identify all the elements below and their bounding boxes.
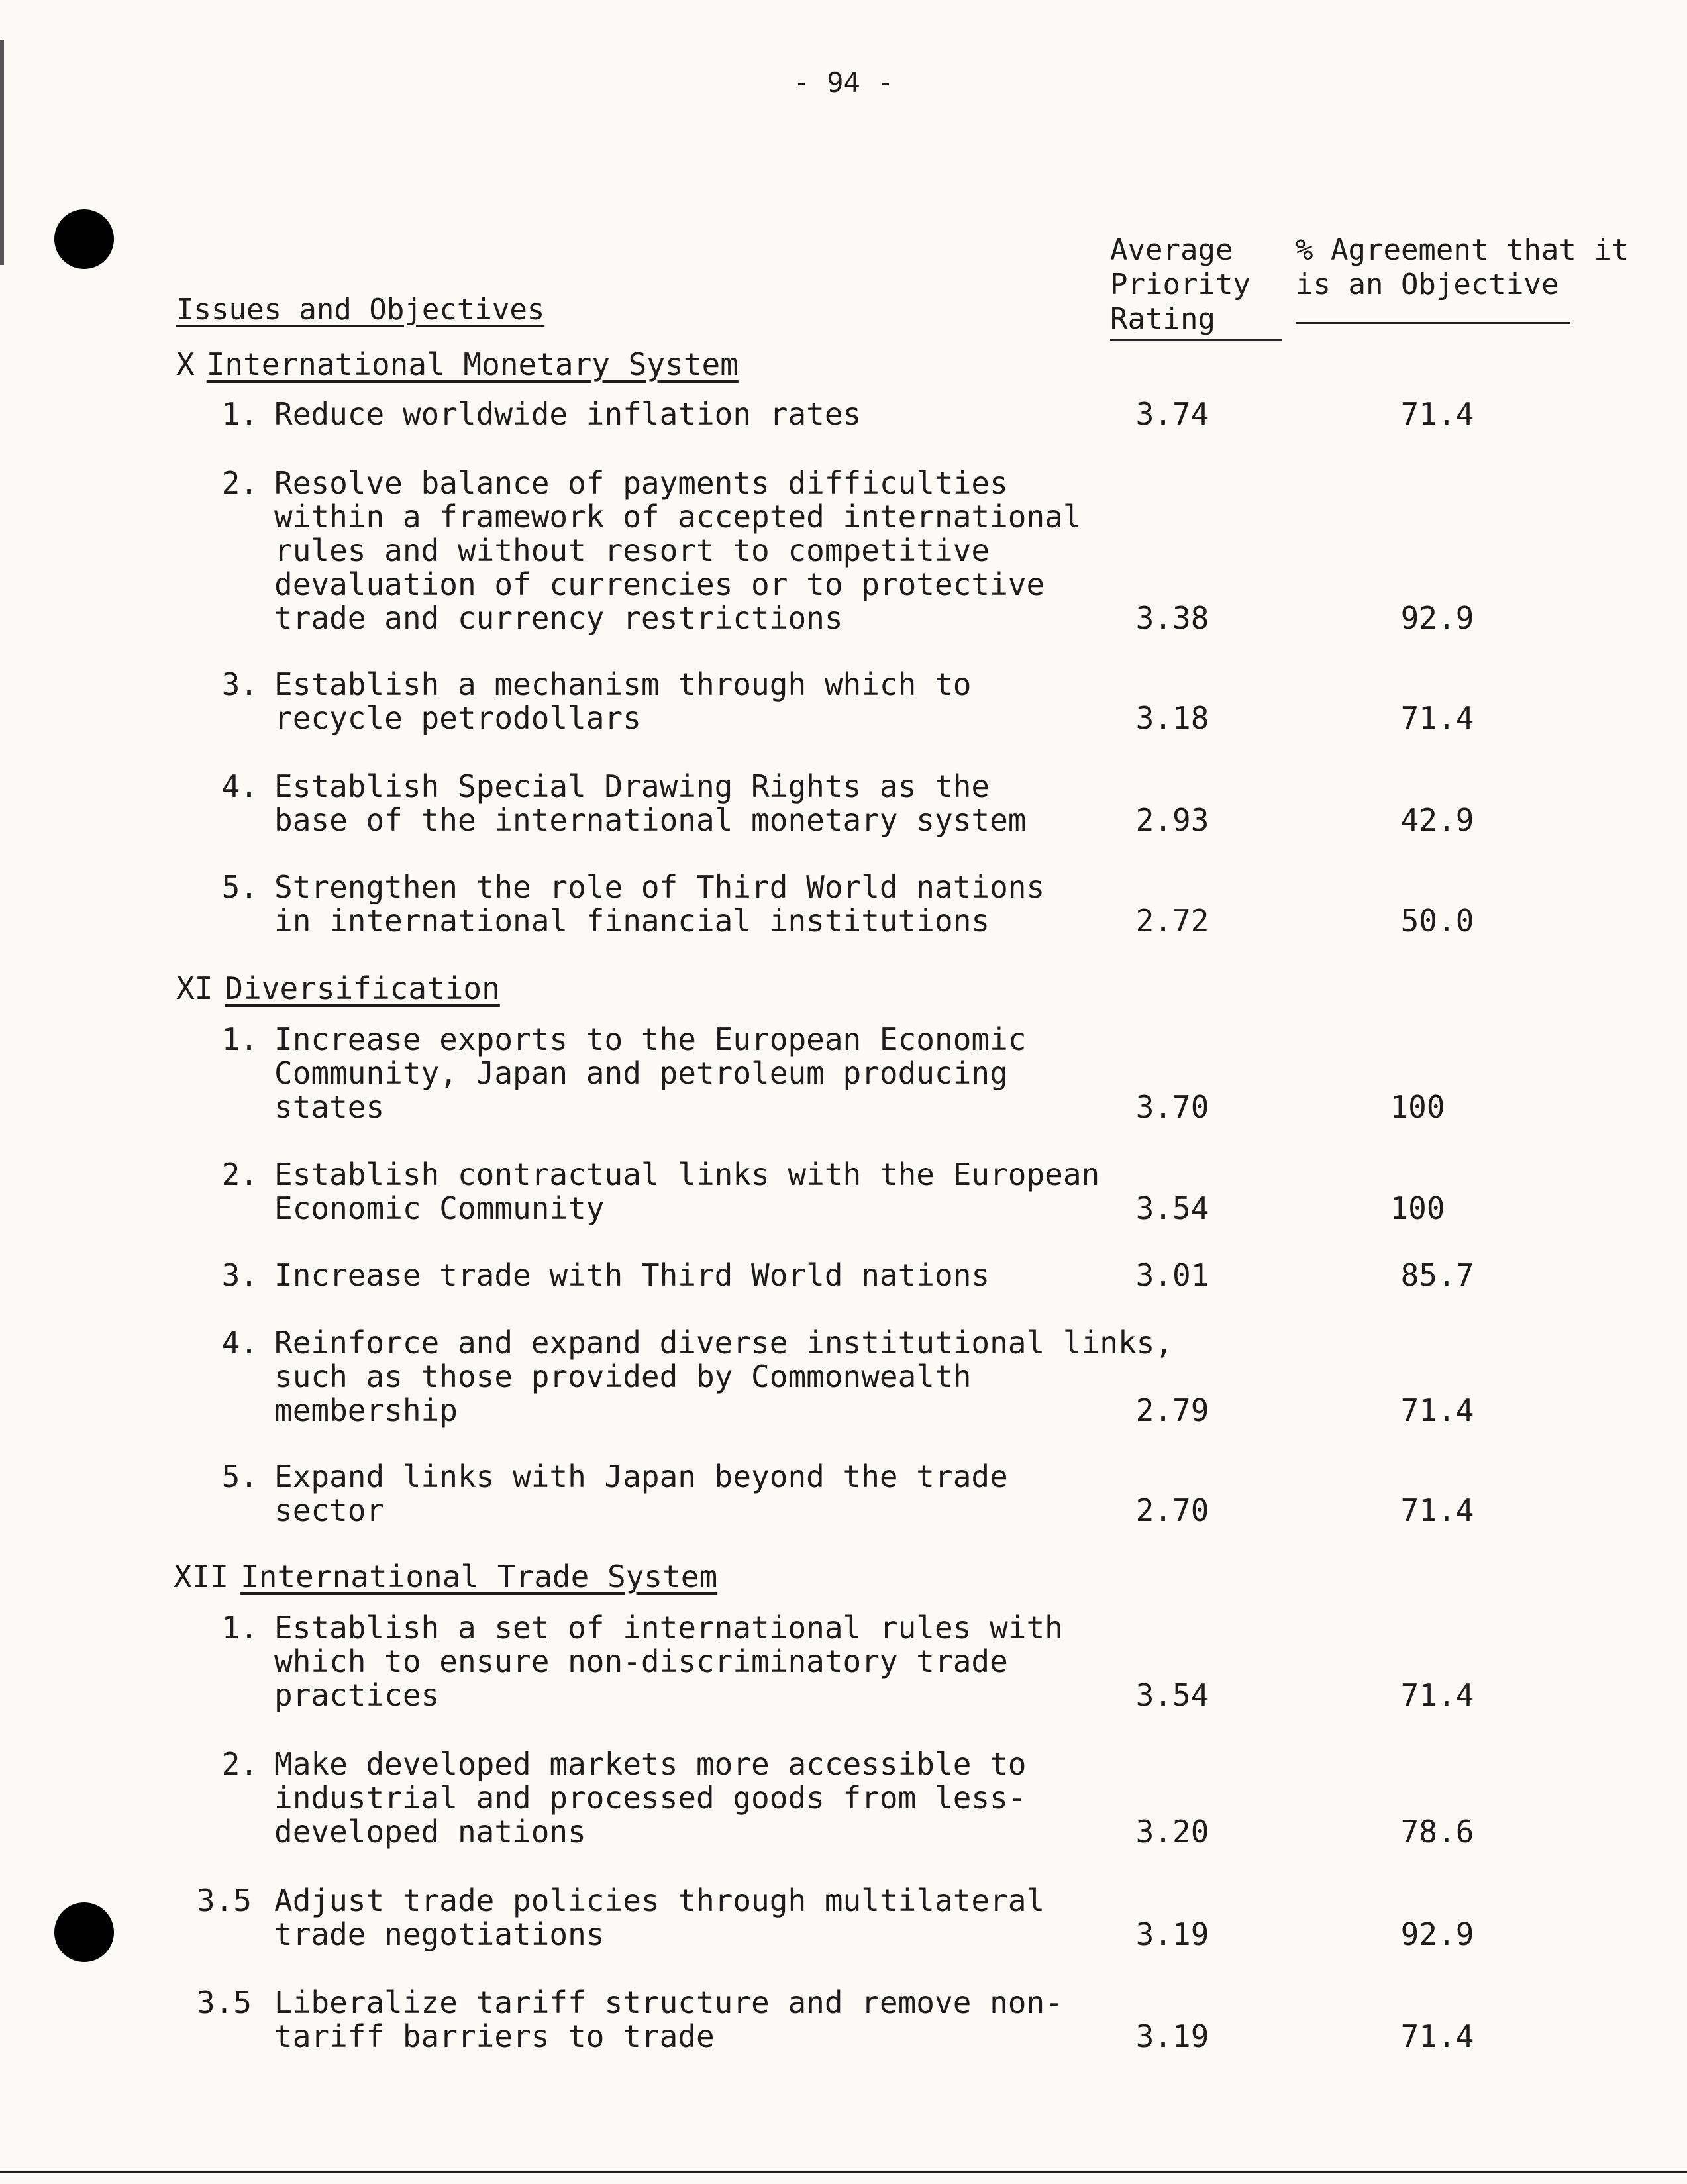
priority-rating: 2.79 [1135, 1392, 1209, 1428]
item-text-line: trade negotiations [274, 1916, 605, 1952]
priority-rating: 2.93 [1135, 802, 1209, 838]
agreement-column-header [1296, 233, 1629, 324]
page-number: - 94 - [793, 66, 894, 99]
agreement-percent: 100 [1390, 1190, 1445, 1226]
item-number: 3.5 [196, 1985, 252, 2020]
item-text-line: Establish Special Drawing Rights as the [274, 768, 990, 804]
item-text-line: Establish contractual links with the European [274, 1157, 1100, 1192]
item-text-line: in international financial institutions [274, 903, 990, 939]
item-text [274, 1460, 1102, 1528]
item-text-line: practices [274, 1677, 440, 1713]
bottom-rule [0, 2171, 1687, 2173]
priority-rating: 3.74 [1135, 396, 1209, 432]
item-text-line: developed nations [274, 1814, 586, 1849]
item-text-line: Establish a mechanism through which to [274, 666, 972, 702]
section-number: XI [176, 970, 213, 1006]
priority-rating: 3.38 [1135, 600, 1209, 636]
item-text-line: Expand links with Japan beyond the trade [274, 1459, 1008, 1494]
punch-hole-bottom [54, 1902, 114, 1962]
item-text [274, 1158, 1102, 1225]
item-text [274, 466, 1102, 635]
section-heading [176, 971, 500, 1006]
priority-rating: 3.54 [1135, 1190, 1209, 1226]
agreement-header-line: % Agreement that it [1296, 233, 1629, 267]
item-text [274, 1884, 1102, 1951]
item-text-line: Strengthen the role of Third World nations [274, 869, 1045, 905]
item-text-line: Reduce worldwide inflation rates [274, 396, 862, 432]
item-text [274, 770, 1102, 837]
item-text-line: industrial and processed goods from less- [274, 1780, 1027, 1816]
priority-rating: 2.72 [1135, 903, 1209, 939]
item-text [274, 397, 1102, 431]
section-number: XII [174, 1559, 229, 1594]
item-number: 3. [221, 666, 258, 702]
item-text-line: Establish a set of international rules with [274, 1610, 1063, 1645]
item-text-line: Community, Japan and petroleum producing [274, 1055, 1008, 1091]
item-text-line: such as those provided by Commonwealth [274, 1359, 972, 1394]
agreement-percent: 71.4 [1400, 396, 1474, 432]
item-text-line: Liberalize tariff structure and remove non- [274, 1985, 1063, 2020]
item-number: 5. [221, 869, 258, 905]
item-text-line: within a framework of accepted international [274, 499, 1082, 535]
agreement-percent: 92.9 [1400, 600, 1474, 636]
agreement-percent: 71.4 [1400, 700, 1474, 736]
section-heading [176, 347, 739, 382]
section-title: International Trade System [240, 1559, 718, 1594]
agreement-percent: 85.7 [1400, 1257, 1474, 1293]
priority-rating: 3.70 [1135, 1089, 1209, 1125]
item-text [274, 668, 1102, 735]
item-text-line: base of the international monetary system [274, 802, 1027, 838]
item-text-line: devaluation of currencies or to protective [274, 566, 1045, 602]
priority-rating: 3.19 [1135, 1916, 1209, 1952]
item-text-line: rules and without resort to competitive [274, 533, 990, 568]
item-text-line: Resolve balance of payments difficulties [274, 465, 1008, 501]
item-number: 1. [221, 396, 258, 432]
item-number: 3.5 [196, 1883, 252, 1918]
punch-hole-top [54, 209, 114, 269]
item-text [274, 1611, 1102, 1712]
agreement-percent: 50.0 [1400, 903, 1474, 939]
priority-rating: 3.01 [1135, 1257, 1209, 1293]
priority-rating: 3.20 [1135, 1814, 1209, 1849]
section-title: Diversification [225, 970, 500, 1006]
item-number: 3. [221, 1257, 258, 1293]
section-heading [174, 1559, 717, 1594]
agreement-percent: 42.9 [1400, 802, 1474, 838]
item-text-line: Adjust trade policies through multilateral [274, 1883, 1045, 1918]
item-text-line: membership [274, 1392, 458, 1428]
issues-column-header: Issues and Objectives [176, 293, 545, 327]
item-text [274, 1986, 1102, 2054]
item-number: 1. [221, 1610, 258, 1645]
rating-column-header [1110, 233, 1282, 341]
item-text-line: Increase exports to the European Economic [274, 1021, 1027, 1057]
item-text-line: tariff barriers to trade [274, 2018, 715, 2054]
item-text-line: Economic Community [274, 1190, 605, 1226]
item-text [274, 1023, 1102, 1124]
item-text [274, 1747, 1102, 1849]
agreement-percent: 71.4 [1400, 1677, 1474, 1713]
item-number: 4. [221, 1325, 258, 1361]
item-text-line: Reinforce and expand diverse institutional links, [274, 1325, 1174, 1361]
section-number: X [176, 346, 195, 382]
item-text-line: trade and currency restrictions [274, 600, 843, 636]
agreement-percent: 71.4 [1400, 2018, 1474, 2054]
item-text-line: Make developed markets more accessible to [274, 1746, 1027, 1782]
agreement-percent: 71.4 [1400, 1492, 1474, 1528]
item-text [274, 1259, 1102, 1292]
priority-rating: 3.54 [1135, 1677, 1209, 1713]
item-text-line: recycle petrodollars [274, 700, 641, 736]
item-text-line: Increase trade with Third World nations [274, 1257, 990, 1293]
item-number: 5. [221, 1459, 258, 1494]
agreement-header-line: is an Objective [1296, 268, 1559, 301]
priority-rating: 3.19 [1135, 2018, 1209, 2054]
item-number: 2. [221, 1157, 258, 1192]
item-number: 1. [221, 1021, 258, 1057]
item-number: 2. [221, 465, 258, 501]
agreement-percent: 100 [1390, 1089, 1445, 1125]
agreement-percent: 71.4 [1400, 1392, 1474, 1428]
item-text-line: states [274, 1089, 385, 1125]
priority-rating: 3.18 [1135, 700, 1209, 736]
rating-header-line: Average [1110, 233, 1233, 267]
item-number: 2. [221, 1746, 258, 1782]
rating-header-line: Rating [1110, 302, 1215, 336]
item-number: 4. [221, 768, 258, 804]
rating-header-line: Priority [1110, 268, 1251, 301]
item-text-line: sector [274, 1492, 385, 1528]
item-text [274, 870, 1102, 938]
priority-rating: 2.70 [1135, 1492, 1209, 1528]
agreement-percent: 78.6 [1400, 1814, 1474, 1849]
agreement-percent: 92.9 [1400, 1916, 1474, 1952]
section-title: International Monetary System [206, 346, 739, 382]
item-text-line: which to ensure non-discriminatory trade [274, 1643, 1008, 1679]
